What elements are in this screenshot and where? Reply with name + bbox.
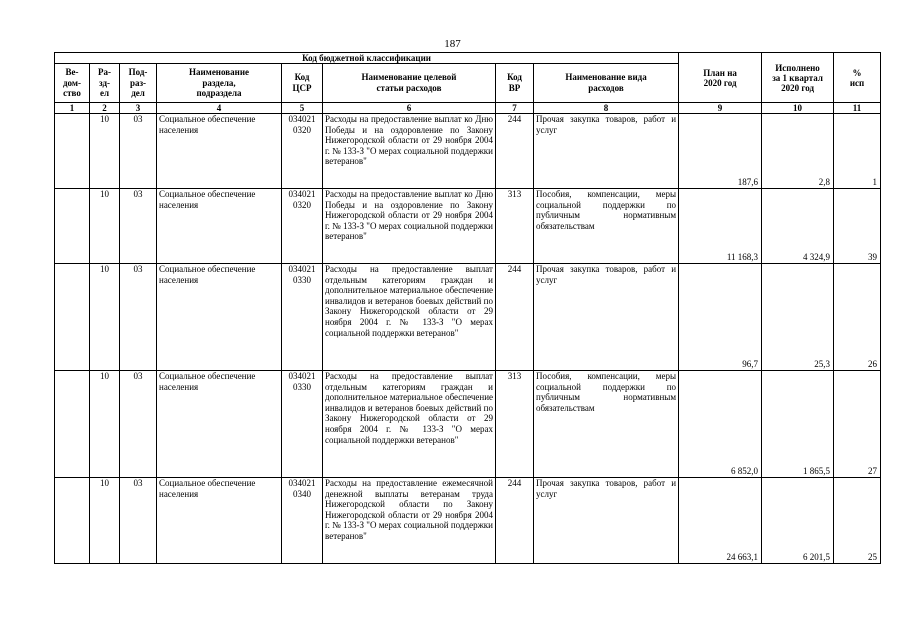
cell-target-name: Расходы на предоставление выплат отдельным категориям граждан и дополнительное материальное обеспечение инвалидов и ветеранов боевых действий по Закону Нижегородской области от 29 ноября 2004 г. № 133-З "О мерах социальной поддержки ветеранов" (323, 371, 496, 478)
cell-csr: 034021 0320 (282, 114, 323, 189)
cell-section-name: Социальное обеспечение населения (157, 371, 282, 478)
col-header-csr: Код ЦСР (282, 64, 323, 103)
col-number: 11 (834, 103, 881, 114)
cell-vr-name: Прочая закупка товаров, работ и услуг (534, 114, 679, 189)
cell-vr: 313 (496, 189, 534, 264)
cell-razdel: 10 (90, 114, 120, 189)
cell-vr-name: Прочая закупка товаров, работ и услуг (534, 478, 679, 564)
cell-vr-name: Прочая закупка товаров, работ и услуг (534, 264, 679, 371)
cell-podrazdel: 03 (120, 478, 157, 564)
header-group-row (55, 53, 881, 64)
cell-podrazdel: 03 (120, 114, 157, 189)
cell-vr: 244 (496, 478, 534, 564)
column-number-row (55, 103, 881, 114)
budget-classification-header: Код бюджетной классификации (55, 53, 679, 64)
cell-target-name: Расходы на предоставление выплат ко Дню Победы и на оздоровление по Закону Нижегородской области от 29 ноября 2004 г. № 133-З "О мерах социальной поддержки ветеранов" (323, 189, 496, 264)
cell-done: 6 201,5 (762, 478, 834, 564)
cell-section-name: Социальное обеспечение населения (157, 114, 282, 189)
col-number: 5 (282, 103, 323, 114)
cell-vr: 244 (496, 114, 534, 189)
cell-plan: 24 663,1 (679, 478, 762, 564)
cell-target-name: Расходы на предоставление выплат отдельным категориям граждан и дополнительное материальное обеспечение инвалидов и ветеранов боевых действий по Закону Нижегородской области от 29 ноября 2004 г. № 133-З "О мерах социальной поддержки ветеранов" (323, 264, 496, 371)
cell-section-name: Социальное обеспечение населения (157, 478, 282, 564)
table-row (55, 478, 881, 564)
col-header-target-name: Наименование целевой статьи расходов (323, 64, 496, 103)
table-row (55, 264, 881, 371)
col-header-vr-name: Наименование вида расходов (534, 64, 679, 103)
col-number: 10 (762, 103, 834, 114)
cell-plan: 187,6 (679, 114, 762, 189)
cell-plan: 96,7 (679, 264, 762, 371)
cell-target-name: Расходы на предоставление ежемесячной денежной выплаты ветеранам труда Нижегородской области по Закону Нижегородской области от 29 ноября 2004 г. № 133-З "О мерах социальной поддержки ветеранов" (323, 478, 496, 564)
cell-percent: 25 (834, 478, 881, 564)
cell-razdel: 10 (90, 264, 120, 371)
col-number: 8 (534, 103, 679, 114)
col-number: 2 (90, 103, 120, 114)
cell-csr: 034021 0320 (282, 189, 323, 264)
cell-ved (55, 264, 90, 371)
cell-plan: 6 852,0 (679, 371, 762, 478)
col-number: 6 (323, 103, 496, 114)
cell-ved (55, 114, 90, 189)
cell-podrazdel: 03 (120, 371, 157, 478)
col-number: 3 (120, 103, 157, 114)
cell-vr-name: Пособия, компенсации, меры социальной поддержки по публичным нормативным обязательствам (534, 189, 679, 264)
cell-ved (55, 371, 90, 478)
cell-section-name: Социальное обеспечение населения (157, 264, 282, 371)
cell-vr: 313 (496, 371, 534, 478)
col-number: 7 (496, 103, 534, 114)
cell-done: 4 324,9 (762, 189, 834, 264)
col-header-razdel: Ра- зд- ел (90, 64, 120, 103)
cell-done: 2,8 (762, 114, 834, 189)
cell-vr: 244 (496, 264, 534, 371)
cell-percent: 1 (834, 114, 881, 189)
cell-csr: 034021 0340 (282, 478, 323, 564)
table-row (55, 189, 881, 264)
cell-percent: 39 (834, 189, 881, 264)
cell-podrazdel: 03 (120, 189, 157, 264)
cell-plan: 11 168,3 (679, 189, 762, 264)
cell-vr-name: Пособия, компенсации, меры социальной поддержки по публичным нормативным обязательствам (534, 371, 679, 478)
cell-percent: 27 (834, 371, 881, 478)
cell-target-name: Расходы на предоставление выплат ко Дню Победы и на оздоровление по Закону Нижегородской области от 29 ноября 2004 г. № 133-З "О мерах социальной поддержки ветеранов" (323, 114, 496, 189)
cell-csr: 034021 0330 (282, 371, 323, 478)
cell-razdel: 10 (90, 371, 120, 478)
cell-done: 25,3 (762, 264, 834, 371)
cell-ved (55, 478, 90, 564)
page-number: 187 (444, 38, 461, 50)
col-number: 1 (55, 103, 90, 114)
col-number: 9 (679, 103, 762, 114)
col-number: 4 (157, 103, 282, 114)
col-header-percent: % исп (834, 53, 881, 103)
col-header-done: Исполнено за 1 квартал 2020 год (762, 53, 834, 103)
col-header-section-name: Наименование раздела, подраздела (157, 64, 282, 103)
cell-ved (55, 189, 90, 264)
cell-done: 1 865,5 (762, 371, 834, 478)
cell-csr: 034021 0330 (282, 264, 323, 371)
col-header-vr: Код ВР (496, 64, 534, 103)
budget-table (54, 52, 881, 564)
cell-razdel: 10 (90, 189, 120, 264)
cell-section-name: Социальное обеспечение населения (157, 189, 282, 264)
col-header-podrazdel: Под- раз- дел (120, 64, 157, 103)
table-row (55, 114, 881, 189)
col-header-plan: План на 2020 год (679, 53, 762, 103)
cell-podrazdel: 03 (120, 264, 157, 371)
cell-percent: 26 (834, 264, 881, 371)
table-row (55, 371, 881, 478)
col-header-ved: Ве- дом- ство (55, 64, 90, 103)
cell-razdel: 10 (90, 478, 120, 564)
